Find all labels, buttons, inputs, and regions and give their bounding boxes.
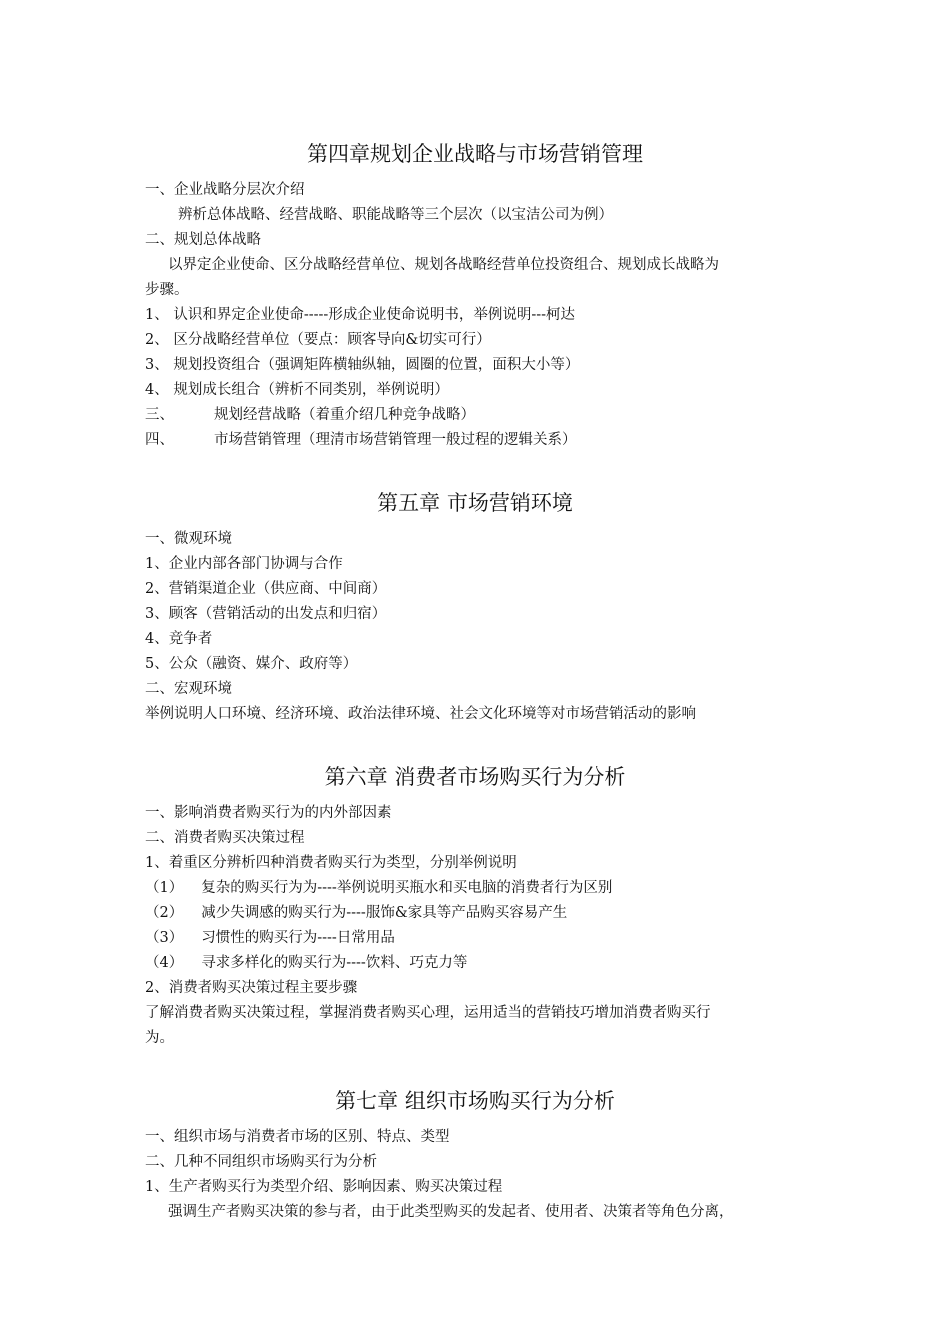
ch4-line: 一、企业战略分层次介绍 — [145, 182, 305, 198]
ch6-line — [145, 901, 567, 922]
ch7-line: 强调生产者购买决策的参与者，由于此类型购买的发起者、使用者、决策者等角色分离， — [168, 1204, 734, 1220]
ch5-line: 举例说明人口环境、经济环境、政治法律环境、社会文化环境等对市场营销活动的影响 — [145, 706, 696, 722]
ch4-line: 2、 区分战略经营单位（要点：顾客导向&切实可行） — [145, 332, 491, 348]
chapter-5-title: 第五章 市场营销环境 — [377, 491, 573, 515]
list-marker: （1） — [145, 880, 184, 896]
ch5-line: 4、竞争者 — [145, 631, 213, 647]
ch5-line: 3、顾客（营销活动的出发点和归宿） — [145, 606, 387, 622]
ch6-line — [145, 876, 612, 897]
ch6-line: 一、影响消费者购买行为的内外部因素 — [145, 805, 392, 821]
ch7-line: 1、生产者购买行为类型介绍、影响因素、购买决策过程 — [145, 1179, 503, 1195]
ch4-line — [145, 403, 475, 424]
ch5-line: 5、公众（融资、媒介、政府等） — [145, 656, 358, 672]
list-text: 习惯性的购买行为----日常用品 — [201, 930, 395, 946]
list-marker: 三、 — [145, 407, 174, 423]
ch5-line: 二、宏观环境 — [145, 681, 232, 697]
list-marker: 四、 — [145, 432, 174, 448]
chapter-7-title: 第七章 组织市场购买行为分析 — [335, 1089, 615, 1113]
chapter-4-title: 第四章规划企业战略与市场营销管理 — [307, 142, 643, 166]
ch4-line: 辨析总体战略、经营战略、职能战略等三个层次（以宝洁公司为例） — [178, 207, 613, 223]
list-marker: （3） — [145, 930, 184, 946]
ch4-line: 4、 规划成长组合（辨析不同类别，举例说明） — [145, 382, 449, 398]
ch5-line: 1、企业内部各部门协调与合作 — [145, 556, 343, 572]
ch4-line: 以界定企业使命、区分战略经营单位、规划各战略经营单位投资组合、规划成长战略为 — [168, 257, 719, 273]
list-text: 规划经营战略（着重介绍几种竞争战略） — [214, 407, 475, 423]
ch6-line: 2、消费者购买决策过程主要步骤 — [145, 980, 358, 996]
list-marker: （2） — [145, 905, 184, 921]
ch6-line: 为。 — [145, 1030, 174, 1046]
list-text: 寻求多样化的购买行为----饮料、巧克力等 — [201, 955, 468, 971]
ch7-line: 二、几种不同组织市场购买行为分析 — [145, 1154, 377, 1170]
ch4-line: 3、 规划投资组合（强调矩阵横轴纵轴，圆圈的位置，面积大小等） — [145, 357, 580, 373]
ch4-line: 步骤。 — [145, 282, 189, 298]
ch5-line: 一、微观环境 — [145, 531, 232, 547]
ch6-line: 了解消费者购买决策过程，掌握消费者购买心理，运用适当的营销技巧增加消费者购买行 — [145, 1005, 711, 1021]
ch4-line — [145, 428, 577, 449]
ch5-line: 2、营销渠道企业（供应商、中间商） — [145, 581, 387, 597]
list-text: 减少失调感的购买行为----服饰&家具等产品购买容易产生 — [201, 905, 568, 921]
list-marker: （4） — [145, 955, 184, 971]
ch4-line: 1、 认识和界定企业使命-----形成企业使命说明书，举例说明---柯达 — [145, 307, 576, 323]
ch6-line — [145, 926, 395, 947]
chapter-6-title: 第六章 消费者市场购买行为分析 — [324, 765, 626, 789]
list-text: 复杂的购买行为为----举例说明买瓶水和买电脑的消费者行为区别 — [201, 880, 613, 896]
list-text: 市场营销管理（理清市场营销管理一般过程的逻辑关系） — [214, 432, 577, 448]
ch6-line: 二、消费者购买决策过程 — [145, 830, 305, 846]
ch7-line: 一、组织市场与消费者市场的区别、特点、类型 — [145, 1129, 450, 1145]
ch4-line: 二、规划总体战略 — [145, 232, 261, 248]
ch6-line — [145, 951, 467, 972]
ch6-line: 1、着重区分辨析四种消费者购买行为类型，分别举例说明 — [145, 855, 517, 871]
